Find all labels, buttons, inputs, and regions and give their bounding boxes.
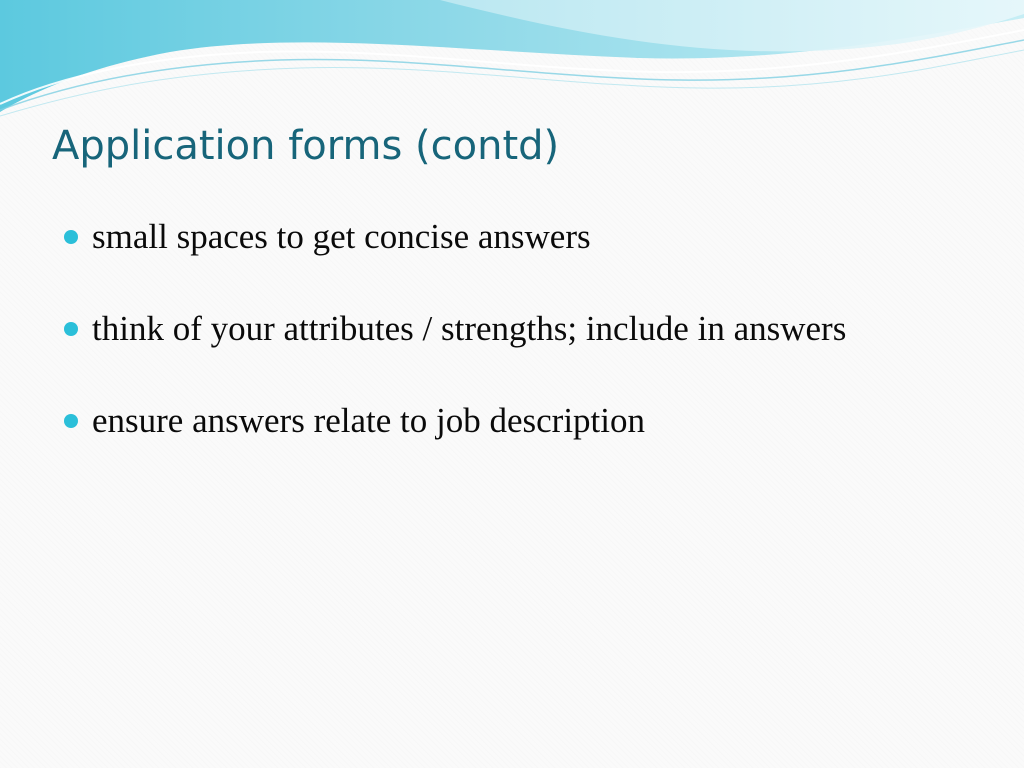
bullet-item — [64, 310, 944, 348]
bullet-text: think of your attributes / strengths; include in answers — [92, 309, 847, 348]
slide-title: Application forms (contd) — [52, 123, 560, 169]
bullet-text: ensure answers relate to job description — [92, 401, 646, 440]
bullet-dot-icon — [64, 322, 78, 336]
bullet-item — [64, 402, 944, 440]
wave-header-decoration — [0, 0, 1024, 130]
bullet-dot-icon — [64, 414, 78, 428]
bullet-item — [64, 218, 944, 256]
bullet-list — [64, 218, 944, 494]
bullet-dot-icon — [64, 230, 78, 244]
bullet-text: small spaces to get concise answers — [92, 217, 591, 256]
